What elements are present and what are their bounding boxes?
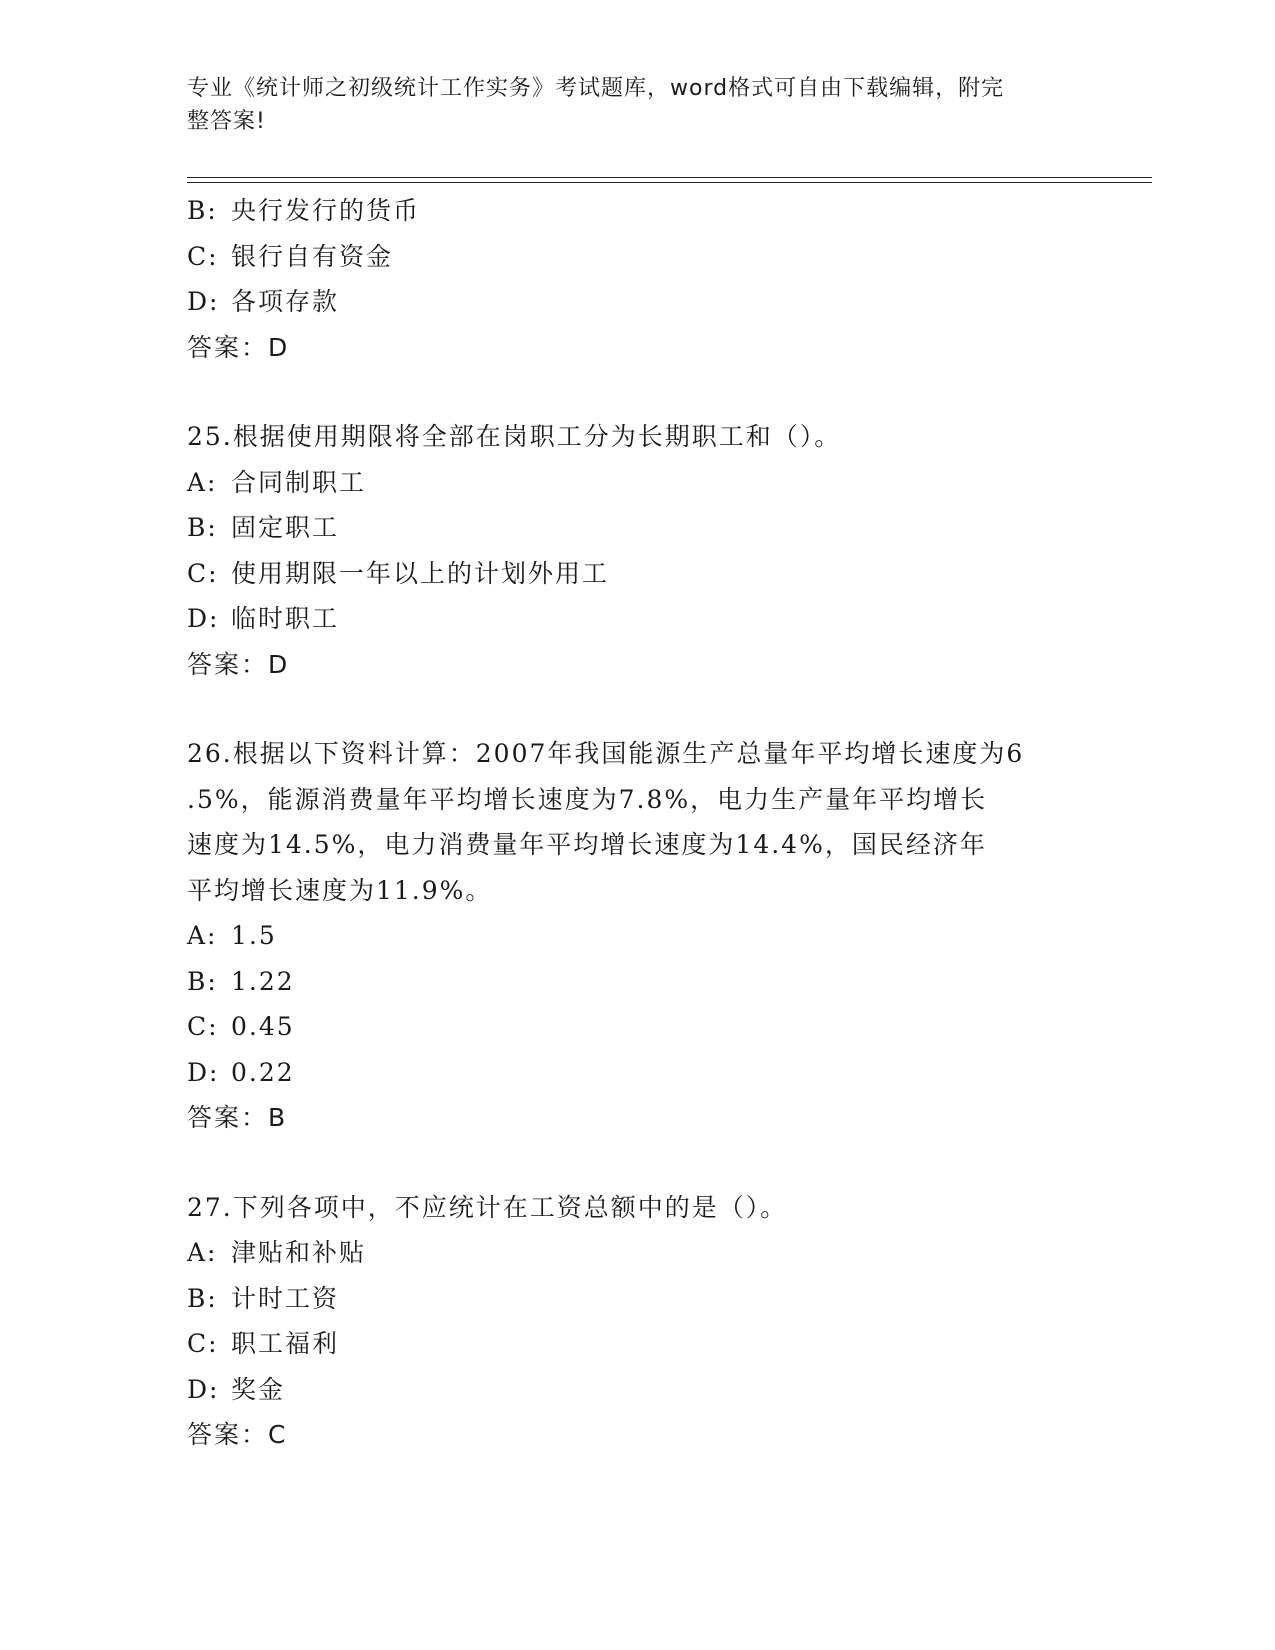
question-text-line-1: 26.根据以下资料计算：2007年我国能源生产总量年平均增长速度为6 bbox=[187, 739, 1025, 768]
answer-label: 答案：D bbox=[187, 649, 290, 679]
header-line-2: 整答案! bbox=[187, 109, 266, 134]
option-a: A: 1.5 bbox=[187, 921, 277, 950]
answer-label: 答案：D bbox=[187, 332, 290, 362]
option-c: C: 使用期限一年以上的计划外用工 bbox=[187, 558, 610, 588]
option-c: C: 职工福利 bbox=[187, 1329, 340, 1358]
option-a: A: 合同制职工 bbox=[187, 467, 367, 497]
option-b: B: 计时工资 bbox=[187, 1283, 340, 1313]
option-d: D: 0.22 bbox=[187, 1057, 295, 1087]
option-c: C: 银行自有资金 bbox=[187, 241, 394, 271]
question-26 bbox=[187, 731, 1087, 1141]
option-a: A: 津贴和补贴 bbox=[187, 1238, 367, 1267]
question-text-line-2: .5%，能源消费量年平均增长速度为7.8%，电力生产量年平均增长 bbox=[187, 784, 988, 814]
option-b: B: 央行发行的货币 bbox=[187, 196, 421, 225]
question-list bbox=[187, 188, 1087, 1458]
option-b: B: 1.22 bbox=[187, 966, 295, 996]
option-d: D: 临时职工 bbox=[187, 604, 340, 633]
header-rule-bottom bbox=[187, 182, 1152, 183]
document-header bbox=[187, 72, 1067, 138]
option-c: C: 0.45 bbox=[187, 1012, 295, 1041]
answer-label: 答案：C bbox=[187, 1420, 288, 1449]
option-d: D: 奖金 bbox=[187, 1374, 286, 1404]
question-text-line-4: 平均增长速度为11.9%。 bbox=[187, 875, 493, 905]
question-25 bbox=[187, 414, 1087, 687]
question-24-continued bbox=[187, 188, 1087, 370]
option-d: D: 各项存款 bbox=[187, 287, 340, 316]
question-27 bbox=[187, 1185, 1087, 1458]
answer-label: 答案：B bbox=[187, 1103, 288, 1132]
question-text-line-3: 速度为14.5%，电力消费量年平均增长速度为14.4%，国民经济年 bbox=[187, 830, 987, 859]
option-b: B: 固定职工 bbox=[187, 513, 340, 542]
question-text: 25.根据使用期限将全部在岗职工分为长期职工和（）。 bbox=[187, 422, 842, 451]
header-rule-top bbox=[187, 177, 1152, 178]
header-line-1: 专业《统计师之初级统计工作实务》考试题库，word格式可自由下载编辑，附完 bbox=[187, 76, 1005, 101]
question-text: 27.下列各项中，不应统计在工资总额中的是（）。 bbox=[187, 1192, 788, 1222]
